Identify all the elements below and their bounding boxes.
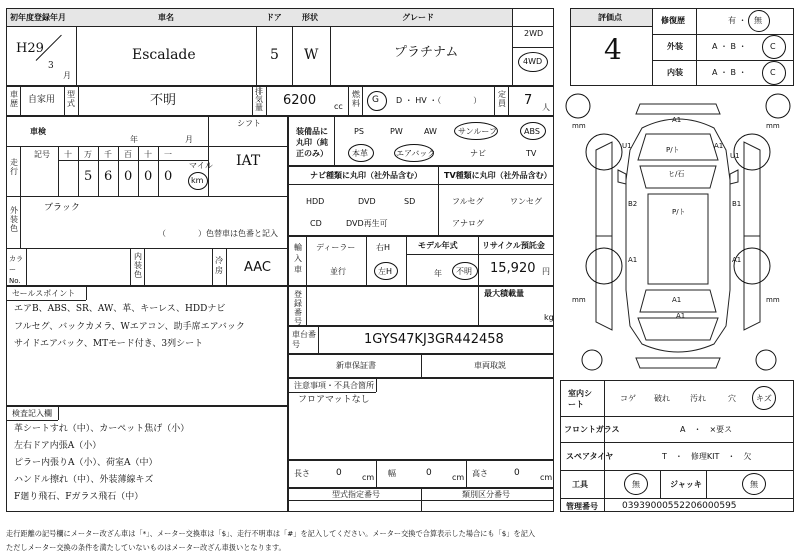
seat-yabure: 破れ [654, 394, 670, 403]
score: 4 [604, 33, 622, 66]
chassis-label: 車台番号 [292, 330, 316, 349]
fuel-g: G [372, 95, 379, 105]
equip-abs: ABS [524, 127, 540, 136]
sales-point-label: セールスポイント [12, 289, 76, 298]
manual-label: 車両取説 [474, 361, 506, 370]
length-label: 長さ [294, 469, 310, 478]
exterior-options: A ・ B ・ [712, 42, 747, 51]
sales-point-1: エアB、ABS、SR、AW、革、キーレス、HDDナビ [14, 304, 226, 314]
mm-label-3: mm [572, 296, 586, 304]
usage: 自家用 [28, 95, 56, 105]
tool-label: 工具 [572, 480, 588, 489]
dmg-a1-rl: A1 [628, 256, 638, 264]
score-label: 評価点 [598, 13, 622, 22]
tv-oneseg: ワンセグ [510, 197, 542, 206]
grade: プラチナム [394, 45, 459, 60]
seat-koge: コゲ [620, 394, 636, 403]
nav-label: ナビ種類に丸印（社外品含む） [310, 171, 422, 180]
recycle-value: 15,920 [490, 261, 536, 276]
sales-point-3: サイドエアバック、MTモード付き、3列シート [14, 339, 204, 349]
jack-label: ジャッキ [670, 480, 702, 489]
repair-options: 有 ・ [728, 16, 747, 25]
model-year-unknown: 不明 [456, 267, 472, 276]
color: ブラック [44, 203, 80, 213]
mileage-unit-4: 十 [144, 150, 152, 159]
nav-dvd: DVD [358, 197, 376, 206]
width-label: 幅 [388, 469, 396, 478]
mm-label-1: mm [572, 122, 586, 130]
dmg-b1: B1 [732, 200, 742, 208]
import-dealer: ディーラー [316, 243, 356, 252]
tool-selected: 無 [632, 480, 640, 489]
sunroof-circle [454, 122, 498, 140]
interior-options: A ・ B ・ [712, 68, 747, 77]
mileage-unit-3: 百 [124, 150, 132, 159]
mileage-digit-1: 6 [104, 169, 113, 184]
import-parallel: 並行 [330, 267, 346, 276]
inspection-label: 車検 [30, 127, 46, 136]
reg-month: 3 [48, 61, 54, 71]
width: 0 [426, 468, 432, 478]
nav-hdd: HDD [306, 197, 325, 206]
mileage-digit-4: 0 [164, 169, 173, 184]
interior-selected: C [770, 68, 776, 77]
tv-fullseg: フルセグ [452, 197, 484, 206]
notes-label: 注意事項・不具合箇所 [294, 381, 374, 390]
glass-label: フロントガラス [564, 425, 620, 434]
equip-pw: PW [390, 127, 403, 136]
doors: 5 [270, 47, 279, 63]
inspector-note-5: F廻り飛石、Fガラス飛石（中） [14, 492, 144, 502]
dmg-a1-rr: A1 [732, 256, 742, 264]
cc-unit: cc [334, 102, 343, 111]
mile-label: マイル [189, 161, 213, 170]
car-name: Escalade [132, 47, 196, 63]
seat-selected: キズ [756, 394, 772, 403]
model-year-unit: 年 [434, 269, 442, 278]
car-diagram [560, 90, 796, 380]
equip-airbag: エアバック [396, 149, 436, 158]
dmg-a1-right: A1 [714, 142, 724, 150]
mileage-digit-0: 5 [84, 169, 93, 184]
jack-selected: 無 [750, 480, 758, 489]
max-load-kg: kg [544, 313, 554, 322]
mm-label-2: mm [766, 122, 780, 130]
length: 0 [336, 468, 342, 478]
warranty-label: 新車保証書 [336, 361, 376, 370]
nav-cd: CD [310, 219, 322, 228]
equip-aw: AW [424, 127, 437, 136]
equip-sunroof: サンルーフ [458, 127, 497, 136]
dmg-b2: B2 [628, 200, 638, 208]
reg-year: H29 [16, 41, 44, 56]
type-designation-label: 型式指定番号 [332, 490, 380, 499]
shift: IAT [236, 153, 261, 169]
import-label: 輸入車 [294, 243, 302, 274]
shape-label: 形状 [302, 13, 318, 22]
usage-label: 車歴 [10, 90, 18, 108]
drive-2wd: 2WD [524, 29, 544, 38]
interior-label: 内装色 [134, 252, 142, 279]
dmg-pt-roof: P/ト [672, 208, 686, 216]
seat-label: 室内シート [568, 389, 592, 409]
door-label: ドア [266, 13, 282, 22]
tv-label: TV種類に丸印（社外品含む） [444, 171, 552, 180]
equip-navi: ナビ [470, 149, 486, 158]
inspector-note-2: 左右ドア内張A（小） [14, 441, 102, 451]
exterior-label: 外装 [667, 42, 683, 51]
aircon-label: 冷房 [215, 256, 223, 275]
seat-yogore: 汚れ [690, 394, 706, 403]
inspector-note-1: 革シートすれ（中）、カーペット焦げ（小） [14, 424, 190, 434]
aircon: AAC [244, 260, 271, 275]
grade-label: グレード [402, 13, 434, 22]
model: 不明 [150, 93, 177, 108]
reg-year-label: 初年度登録年月 [10, 13, 66, 22]
notes-box [288, 378, 554, 460]
fuel-rest: D ・ HV ・（ ） [396, 96, 482, 105]
mgmt-label: 管理番号 [566, 502, 598, 511]
seat-ana: 穴 [728, 394, 736, 403]
mileage-unit-1: 万 [84, 150, 92, 159]
model-label: 型式 [67, 90, 75, 108]
mileage-unit-5: 一 [164, 150, 172, 159]
mm-label-4: mm [766, 296, 780, 304]
repair-label: 修復歴 [661, 16, 685, 25]
displacement-label: 排気量 [255, 87, 263, 112]
mileage-unit-2: 千 [104, 150, 112, 159]
repair-selected: 無 [754, 16, 762, 25]
capacity: 7 [524, 93, 533, 108]
person-unit: 人 [542, 103, 550, 112]
tv-analog: アナログ [452, 219, 484, 228]
mileage-digit-2: 0 [124, 169, 133, 184]
dmg-u1-right: U1 [730, 152, 740, 160]
color-note: （ ）色替車は色番と記入 [158, 229, 278, 238]
nav-dvd-play: DVD再生可 [346, 219, 388, 228]
steering-left: 左H [378, 267, 393, 276]
color-label: 外装色 [10, 206, 18, 233]
height: 0 [514, 468, 520, 478]
dmg-a1-top: A1 [672, 116, 682, 124]
footer-line-1: 走行距離の記号欄にメーター改ざん車は「*」、メーター交換車は「$」、走行不明車は「#」を記入してください。メーター交換で合算表示した場合にも「$」を記入 [6, 529, 536, 538]
dmg-u1-left: U1 [622, 142, 632, 150]
displacement: 6200 [283, 93, 317, 108]
shift-label: シフト [237, 119, 261, 128]
height-cm: cm [540, 473, 553, 482]
dmg-a1-bumper: A1 [676, 312, 686, 320]
dmg-a1-rear: A1 [672, 296, 682, 304]
mileage-marks: 記号 [34, 150, 50, 159]
spare-label: スペアタイヤ [566, 452, 614, 461]
inspector-note-4: ハンドル擦れ（中）、外装薄線キズ [14, 475, 154, 485]
color-no-label: カラーNo. [9, 255, 23, 285]
steering-right: 右H [376, 243, 391, 252]
inspection-month-unit: 月 [185, 135, 193, 144]
mileage-unit-0: 十 [64, 150, 72, 159]
mileage-label: 走行 [10, 158, 18, 176]
nav-sd: SD [404, 197, 416, 206]
chassis: 1GYS47KJ3GR442458 [364, 332, 504, 347]
recycle-label: リサイクル預託金 [482, 241, 545, 250]
recycle-yen: 円 [542, 267, 550, 276]
car-name-label: 車名 [158, 13, 174, 22]
category-label: 類別区分番号 [462, 490, 510, 499]
inspection-year-unit: 年 [130, 135, 138, 144]
dmg-pt-front: P/ト [666, 146, 680, 154]
month-unit: 月 [63, 71, 71, 80]
glass-value: A ・ ×要ス [680, 425, 733, 434]
shape: W [304, 47, 319, 63]
length-cm: cm [362, 473, 375, 482]
width-cm: cm [452, 473, 465, 482]
inspector-note-3: ピラー内張りA（小）、荷室A（中） [14, 458, 158, 468]
dmg-chip: ヒ/石 [668, 170, 685, 178]
height-label: 高さ [472, 469, 488, 478]
drive-4wd: 4WD [523, 57, 543, 66]
reg-no-label: 登録番号 [294, 290, 302, 326]
footer-line-2: ただしメーター交換の条件を満たしていないものはメーター改ざん車扱いとなります。 [6, 543, 286, 552]
km-unit: km [191, 176, 204, 185]
mileage-digit-3: 0 [144, 169, 153, 184]
model-year-label: モデル年式 [418, 241, 458, 250]
mgmt-no: 0393900055220600059​5 [622, 501, 737, 511]
equip-ps: PS [354, 127, 364, 136]
max-load-label: 最大積載量 [484, 289, 524, 298]
exterior-selected: C [770, 42, 776, 51]
equipment-label: 装備品に丸印（純正のみ） [296, 127, 328, 158]
equip-leather: 本革 [352, 149, 368, 158]
spare-value: T ・ 修理KIT ・ 欠 [662, 452, 752, 461]
sales-point-2: フルセグ、バックカメラ、Wエアコン、助手席エアバック [14, 322, 245, 332]
fuel-label: 燃料 [352, 90, 360, 108]
notes: フロアマットなし [298, 395, 370, 405]
equip-tv: TV [526, 149, 537, 158]
inspector-label: 検査記入欄 [12, 409, 52, 418]
capacity-label: 定員 [498, 90, 506, 108]
interior-rating-label: 内装 [667, 68, 683, 77]
